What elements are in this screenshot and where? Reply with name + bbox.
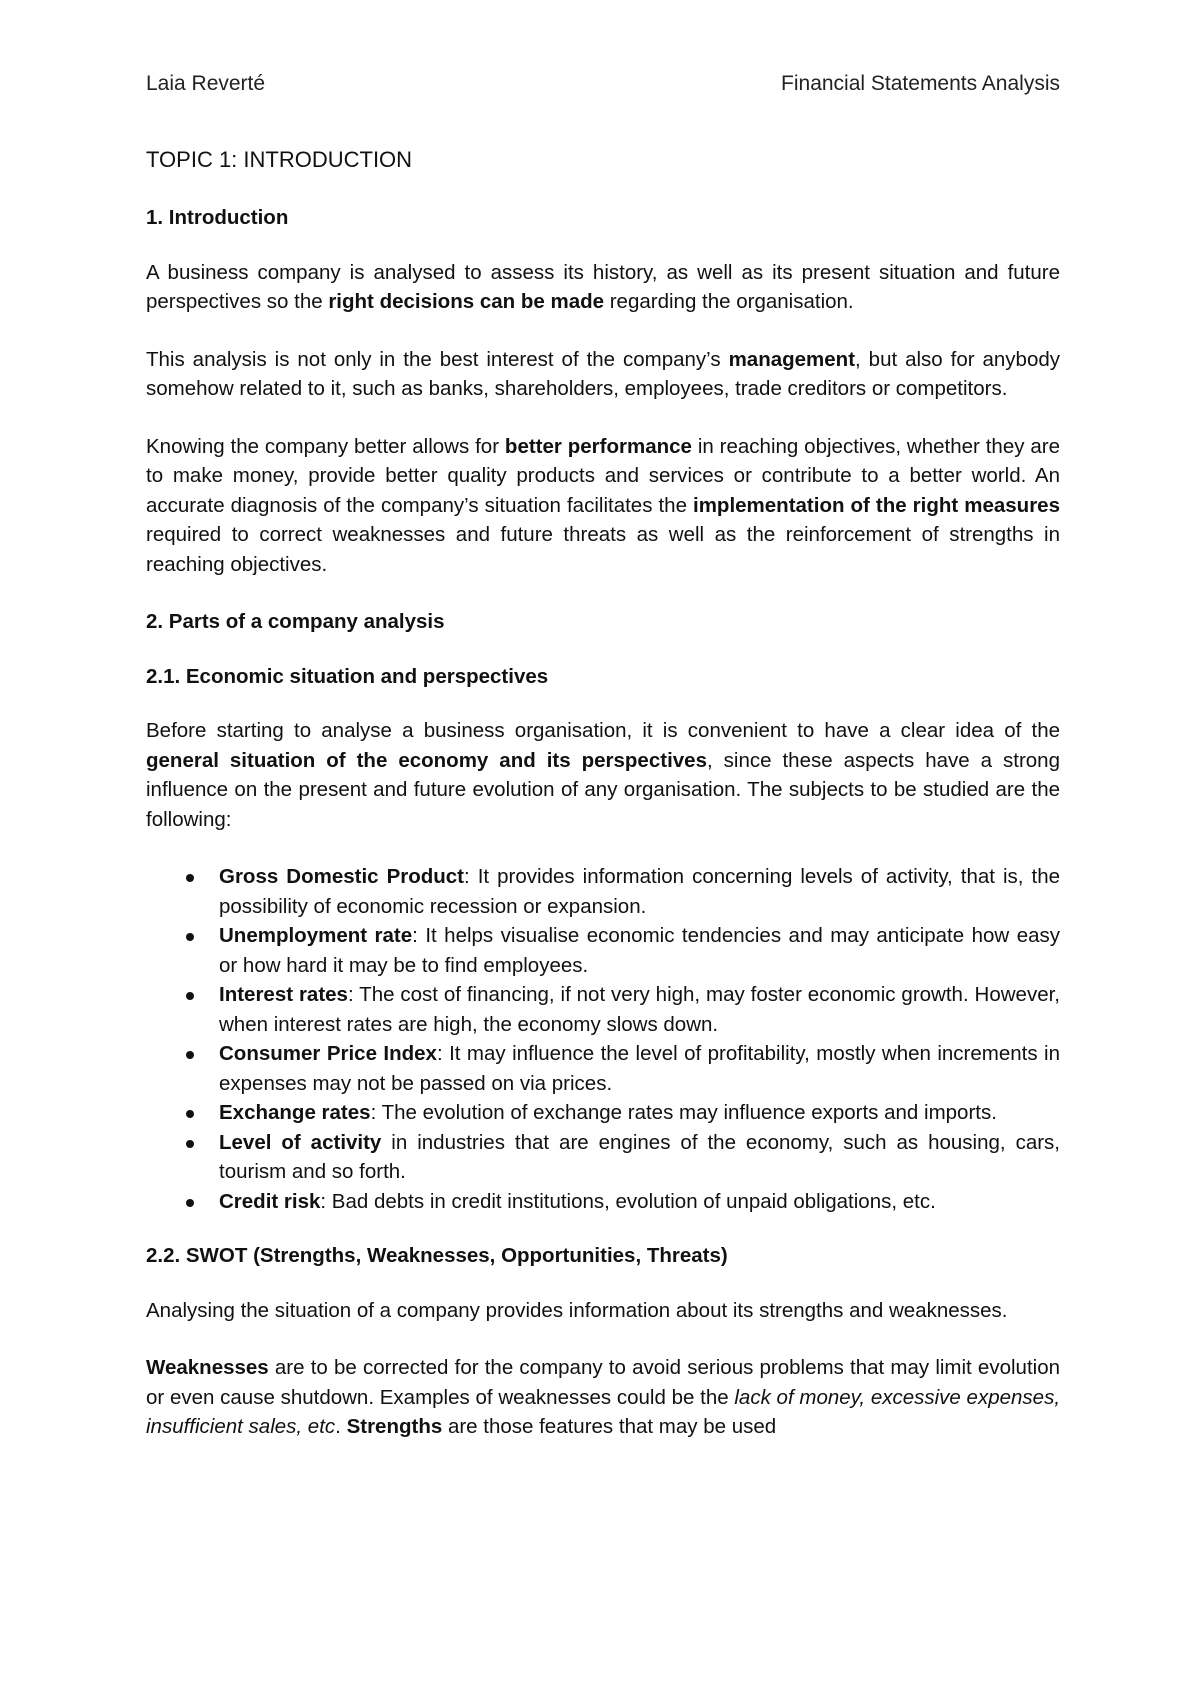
list-item: [146, 1128, 1060, 1187]
bold-run: implementation of the right measures: [693, 493, 1060, 517]
text-run: are to be corrected for the company to avoid serious problems that may limit evolution or even cause shutdown. Examples of weaknesses could be the: [146, 1356, 1060, 1409]
bold-run: Weaknesses: [146, 1356, 269, 1379]
text-run: , but also for anybody somehow related to it, such as banks, shareholders, employees, trade creditors or competitors.: [146, 347, 1060, 400]
list-item: [146, 921, 1060, 980]
bullet-text: : It may influence the level of profitability, mostly when increments in expenses may not be passed on via prices.: [219, 1042, 1061, 1095]
topic-title: TOPIC 1: INTRODUCTION: [146, 147, 413, 172]
bold-run: general situation of the economy and its perspectives: [146, 748, 707, 772]
bullet-term: Exchange rates: [219, 1101, 371, 1124]
bold-run: management: [728, 347, 856, 371]
intro-paragraph-1: [146, 258, 1060, 317]
bullet-icon: [186, 992, 194, 1000]
bullet-icon: [186, 1110, 194, 1118]
list-item: [146, 1098, 1060, 1128]
document-body: [146, 145, 1060, 1470]
text-run: required to correct weaknesses and future threats as well as the reinforcement of strengths in reaching objectives.: [146, 523, 1060, 576]
text-run: in reaching objectives, whether they are to make money, provide better quality products and services or contribute to a better world. An accurate diagnosis of the company’s situation facilitates the: [146, 434, 1060, 517]
list-item: [146, 1039, 1060, 1098]
header-author: Laia Reverté: [146, 72, 266, 95]
bullet-term: Consumer Price Index: [219, 1042, 437, 1065]
bullet-term: Credit risk: [219, 1189, 321, 1213]
swot-paragraph-1: Analysing the situation of a company provides information about its strengths and weaknesses.: [146, 1298, 1008, 1322]
bullet-text: : It provides information concerning levels of activity, that is, the possibility of economic recession or expansion.: [219, 865, 1060, 918]
section-2-1-heading: 2.1. Economic situation and perspectives: [146, 664, 549, 688]
header-course-title: Financial Statements Analysis: [781, 72, 1060, 95]
bullet-term: Interest rates: [219, 983, 348, 1006]
bold-run: right decisions can be made: [328, 290, 605, 313]
bullet-term: Unemployment rate: [219, 924, 413, 947]
text-run: are those features that may be used: [442, 1415, 777, 1438]
bullet-term: Level of activity: [219, 1130, 382, 1154]
list-item: [146, 1187, 1060, 1217]
bullet-text: : The evolution of exchange rates may influence exports and imports.: [370, 1101, 997, 1124]
bullet-text: : Bad debts in credit institutions, evolution of unpaid obligations, etc.: [320, 1189, 936, 1213]
text-run: regarding the organisation.: [604, 290, 854, 313]
economy-intro-paragraph: [146, 716, 1060, 834]
bullet-icon: [186, 1199, 194, 1207]
list-item: [146, 862, 1060, 921]
italic-run: lack of money, excessive expenses, insufficient sales, etc: [146, 1385, 1061, 1438]
text-run: A business company is analysed to assess its history, as well as its present situation and future perspectives so the: [146, 260, 1060, 313]
text-run: Before starting to analyse a business organisation, it is convenient to have a clear idea of the: [146, 719, 1060, 742]
intro-paragraph-2: [146, 345, 1060, 404]
swot-paragraph-2: [146, 1353, 1060, 1442]
bullet-term: Gross Domestic Product: [219, 865, 465, 888]
section-1-heading: 1. Introduction: [146, 206, 289, 229]
bullet-text: : It helps visualise economic tendencies and may anticipate how easy or how hard it may be to find employees.: [219, 924, 1060, 977]
bold-run: better performance: [504, 434, 692, 458]
list-item: [146, 980, 1060, 1039]
section-2-2-heading: 2.2. SWOT (Strengths, Weaknesses, Opportunities, Threats): [146, 1244, 728, 1267]
text-run: Knowing the company better allows for: [146, 434, 505, 458]
intro-paragraph-3: [146, 432, 1060, 580]
text-run: .: [335, 1415, 347, 1438]
bold-run: Strengths: [346, 1415, 443, 1438]
bullet-icon: [186, 933, 194, 941]
bullet-icon: [186, 1051, 194, 1059]
economic-indicators-list: [146, 862, 1060, 1216]
section-2-heading: 2. Parts of a company analysis: [146, 610, 445, 633]
text-run: , since these aspects have a strong influence on the present and future evolution of any organisation. The subjects to be studied are the following:: [146, 748, 1060, 831]
text-run: This analysis is not only in the best interest of the company’s: [146, 347, 729, 371]
bullet-icon: [186, 1140, 194, 1148]
bullet-text: in industries that are engines of the economy, such as housing, cars, tourism and so forth.: [219, 1130, 1060, 1183]
bullet-text: : The cost of financing, if not very high, may foster economic growth. However, when interest rates are high, the economy slows down.: [219, 983, 1060, 1036]
bullet-icon: [186, 874, 194, 882]
